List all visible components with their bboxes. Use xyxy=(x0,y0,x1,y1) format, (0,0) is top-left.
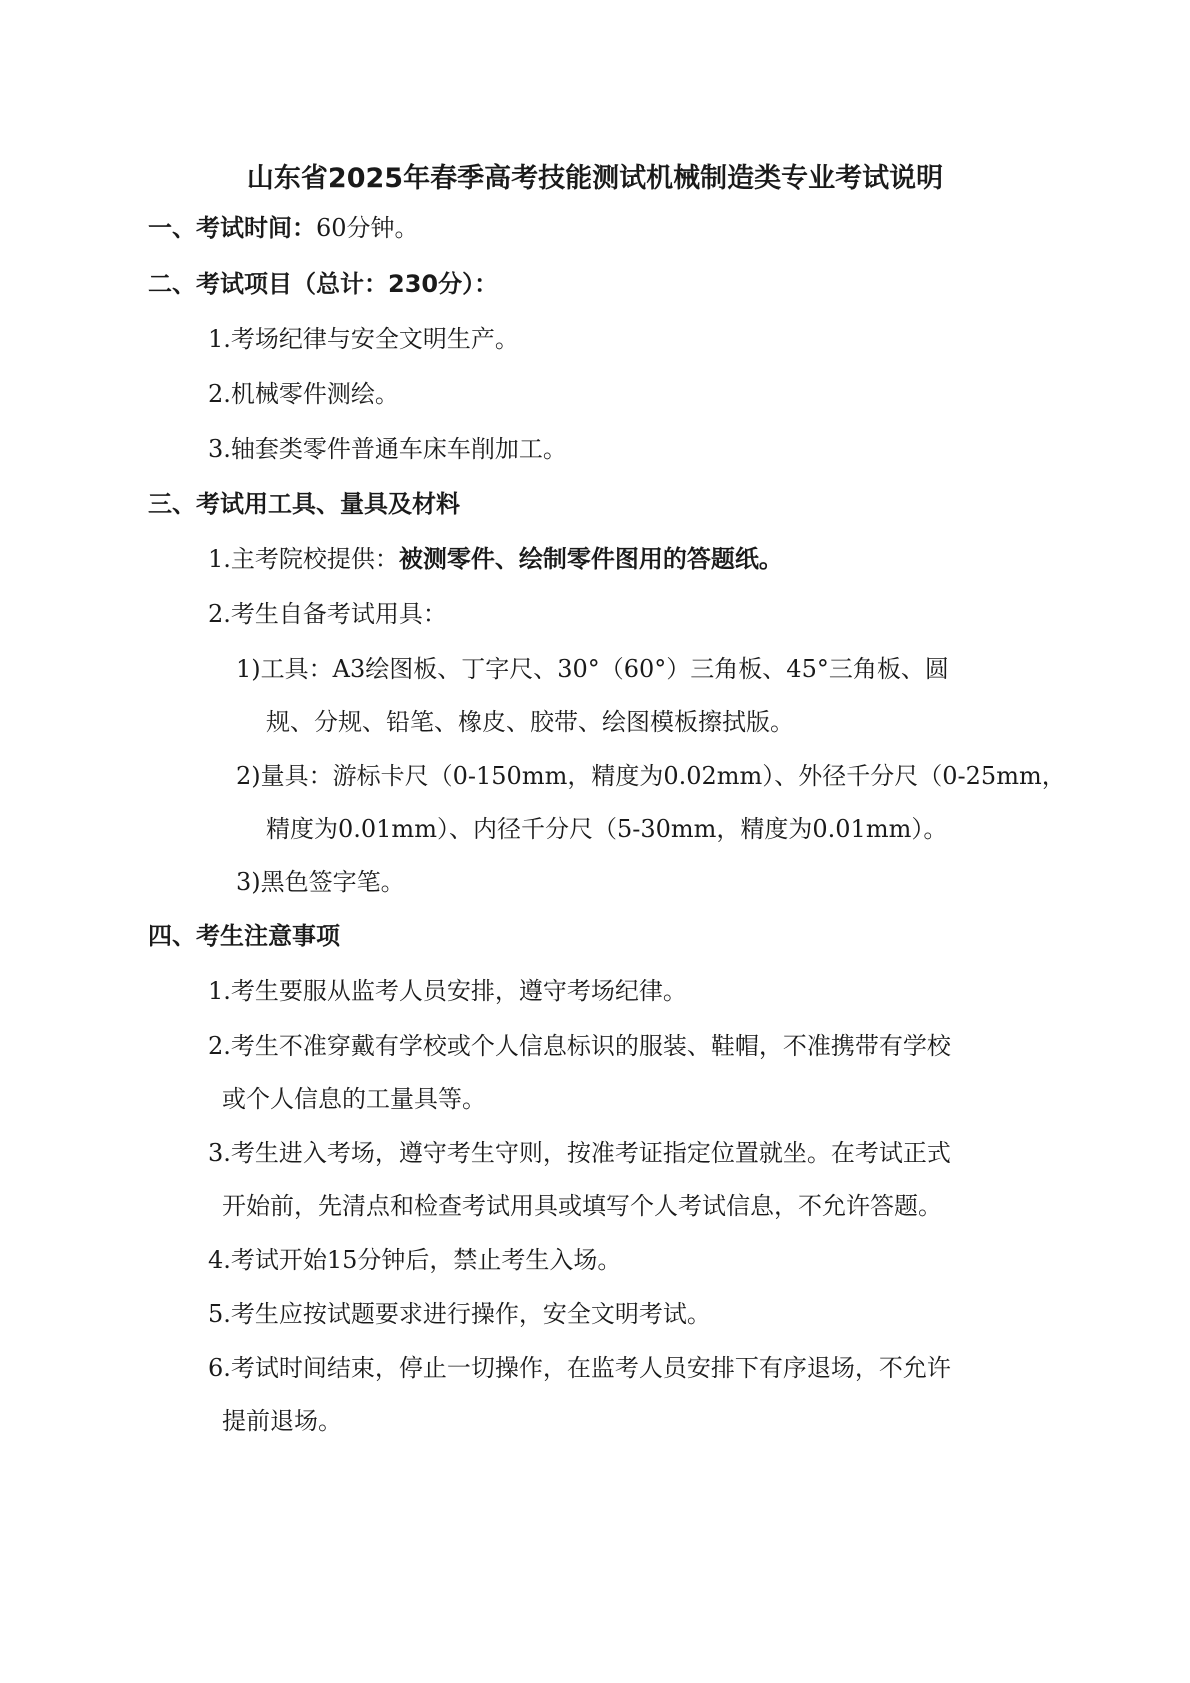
list-item: 6.考试时间结束，停止一切操作，在监考人员安排下有序退场，不允许 xyxy=(208,1354,951,1382)
sub-item-continued: 规、分规、铅笔、橡皮、胶带、绘图模板擦拭版。 xyxy=(266,708,794,736)
list-item: 4.考试开始15分钟后，禁止考生入场。 xyxy=(208,1246,622,1274)
section-exam-time xyxy=(148,212,419,244)
sub-item: 1)工具：A3绘图板、丁字尺、30°（60°）三角板、45°三角板、圆 xyxy=(236,655,949,683)
list-item-continued: 开始前，先清点和检查考试用具或填写个人考试信息，不允许答题。 xyxy=(222,1192,942,1220)
list-item: 2.机械零件测绘。 xyxy=(208,380,399,408)
list-item-continued: 或个人信息的工量具等。 xyxy=(222,1085,486,1113)
list-item: 3.轴套类零件普通车床车削加工。 xyxy=(208,435,567,463)
list-item: 5.考生应按试题要求进行操作，安全文明考试。 xyxy=(208,1300,711,1328)
exam-duration: 60分钟。 xyxy=(316,214,419,242)
section-heading-exam-items: 二、考试项目（总计：230分）： xyxy=(148,270,499,298)
section-heading: 一、考试时间： xyxy=(148,214,316,242)
list-item-continued: 提前退场。 xyxy=(222,1407,342,1435)
list-item: 2.考生不准穿戴有学校或个人信息标识的服装、鞋帽，不准携带有学校 xyxy=(208,1032,951,1060)
list-item: 2.考生自备考试用具： xyxy=(208,600,447,628)
list-item-bold: 被测零件、绘制零件图用的答题纸。 xyxy=(398,545,783,573)
sub-item: 3)黑色签字笔。 xyxy=(236,868,405,896)
list-item-prefix: 1.主考院校提供： xyxy=(208,545,399,573)
page-title: 山东省2025年春季高考技能测试机械制造类专业考试说明 xyxy=(246,163,944,194)
list-item: 3.考生进入考场，遵守考生守则，按准考证指定位置就坐。在考试正式 xyxy=(208,1139,951,1167)
list-item: 1.考生要服从监考人员安排，遵守考场纪律。 xyxy=(208,977,687,1005)
list-item: 1.考场纪律与安全文明生产。 xyxy=(208,325,519,353)
section-heading-notes: 四、考生注意事项 xyxy=(148,922,340,950)
sub-item: 2)量具：游标卡尺（0-150mm，精度为0.02mm）、外径千分尺（0-25mm， xyxy=(236,762,1066,790)
sub-item-continued: 精度为0.01mm）、内径千分尺（5-30mm，精度为0.01mm）。 xyxy=(266,815,948,843)
section-heading-tools: 三、考试用工具、量具及材料 xyxy=(148,490,460,518)
list-item xyxy=(208,543,783,575)
